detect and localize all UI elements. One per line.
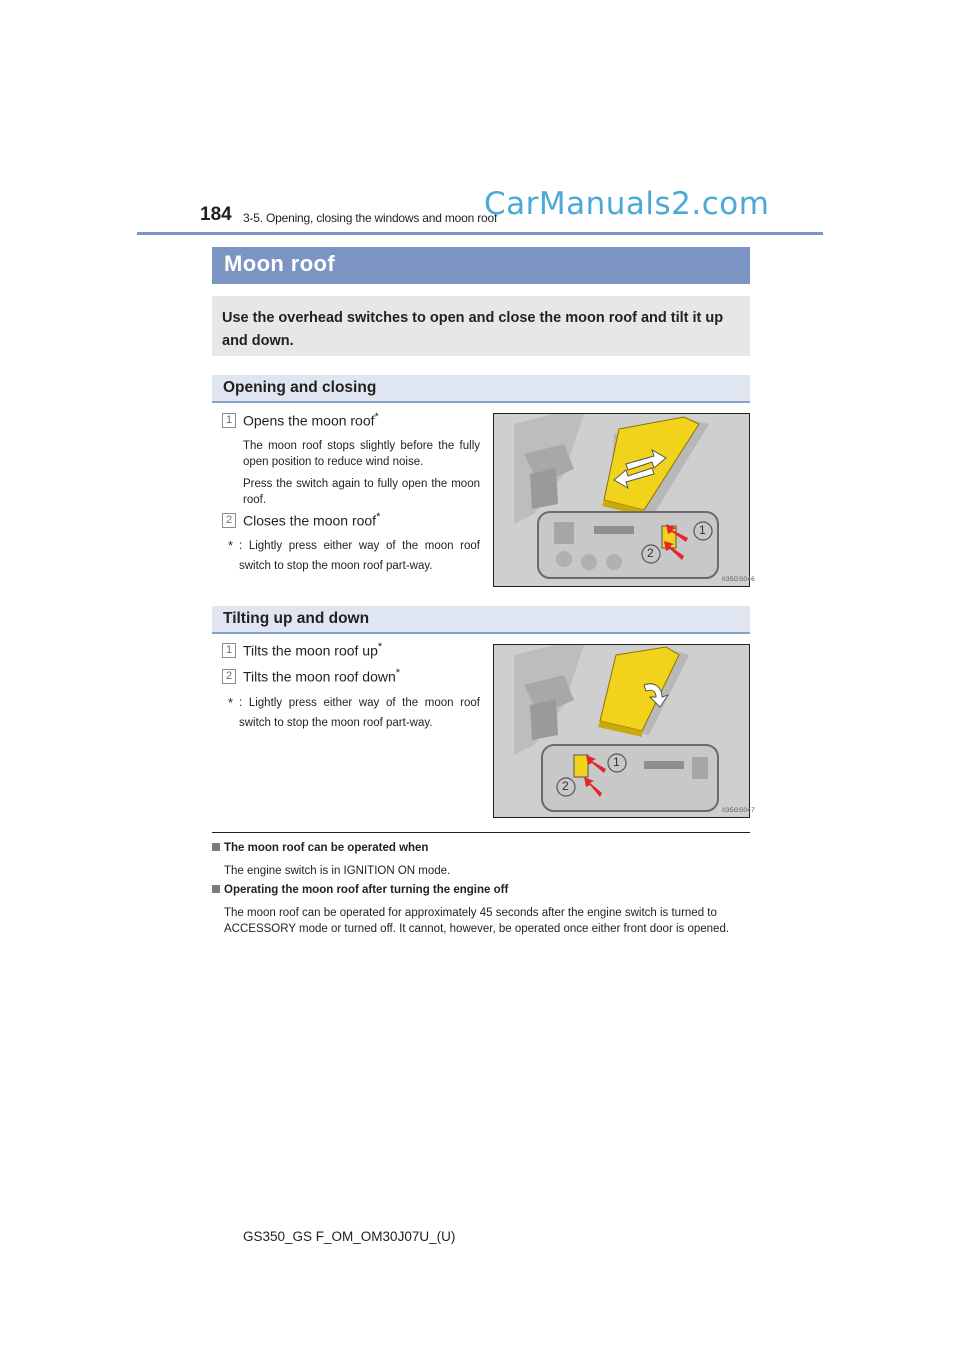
bullet-square-icon — [212, 885, 220, 893]
tilting-step1-label: Tilts the moon roof up — [243, 642, 378, 659]
note-body: The engine switch is in IGNITION ON mode. — [224, 865, 451, 877]
main-title-bar — [212, 247, 750, 284]
step-number-badge: 2 — [222, 513, 236, 528]
watermark: CarManuals2.com — [484, 186, 770, 222]
tilting-step2-label: Tilts the moon roof down — [243, 668, 396, 685]
header-rule — [137, 232, 823, 235]
asterisk: * — [228, 695, 234, 710]
page-number: 184 — [200, 204, 232, 225]
note-heading-text: The moon roof can be operated when — [224, 842, 429, 854]
opening-step1-note2: Press the switch again to fully open the moon roof. — [243, 478, 480, 506]
note-heading — [212, 884, 750, 896]
figure-illustration — [494, 414, 749, 586]
bullet-square-icon — [212, 843, 220, 851]
figure-illustration — [494, 645, 749, 817]
subsection-opening-title: Opening and closing — [223, 379, 377, 396]
note-heading — [212, 842, 750, 854]
moon-roof-switch-tilt-figure — [493, 644, 755, 818]
step-number-badge: 1 — [222, 413, 236, 428]
asterisk: * — [228, 538, 234, 553]
opening-step1-note1: The moon roof stops slightly before the fully open position to reduce wind noise. — [243, 440, 480, 468]
note-body: The moon roof can be operated for approximately 45 seconds after the engine switch is turned to ACCESSORY mode or turned off. It cannot, however, be operated once either front door is opened. — [224, 907, 730, 935]
opening-footnote-text: : Lightly press either way of the moon roof switch to stop the moon roof part-way. — [239, 540, 480, 572]
opening-step1-label: Opens the moon roof — [243, 412, 375, 429]
tilting-step1 — [243, 641, 382, 659]
asterisk: * — [374, 411, 379, 423]
opening-step2 — [243, 511, 380, 529]
callout-1: 1 — [699, 523, 706, 537]
opening-footnote — [228, 536, 480, 576]
main-title: Moon roof — [224, 251, 336, 276]
tilting-footnote — [228, 693, 480, 733]
asterisk: * — [395, 667, 401, 679]
callout-2: 2 — [562, 779, 569, 793]
asterisk: * — [376, 511, 381, 523]
subsection-tilting-title: Tilting up and down — [223, 610, 370, 627]
subsection-tilting-header — [212, 606, 750, 634]
step-number-badge: 2 — [222, 669, 236, 684]
subsection-opening-header — [212, 375, 750, 403]
figure-code: II35GS047 — [722, 807, 755, 814]
moon-roof-switch-open-close-figure — [493, 413, 755, 587]
intro-text: Use the overhead switches to open and close the moon roof and tilt it up and down. — [222, 310, 724, 349]
opening-step1 — [243, 411, 379, 429]
asterisk: * — [377, 641, 383, 653]
document-code: GS350_GS F_OM_OM30J07U_(U) — [243, 1229, 456, 1244]
tilting-footnote-text: : Lightly press either way of the moon roof switch to stop the moon roof part-way. — [239, 697, 480, 729]
tilting-step2 — [243, 667, 400, 685]
callout-1: 1 — [613, 755, 620, 769]
figure-code: II35GS046 — [722, 576, 755, 583]
section-divider — [212, 832, 750, 833]
step-number-badge: 1 — [222, 643, 236, 658]
note-heading-text: Operating the moon roof after turning the engine off — [224, 884, 509, 896]
callout-2: 2 — [647, 546, 654, 560]
intro-box — [212, 296, 750, 356]
opening-step2-label: Closes the moon roof — [243, 512, 377, 529]
section-title: 3-5. Opening, closing the windows and moon roof — [243, 211, 498, 225]
